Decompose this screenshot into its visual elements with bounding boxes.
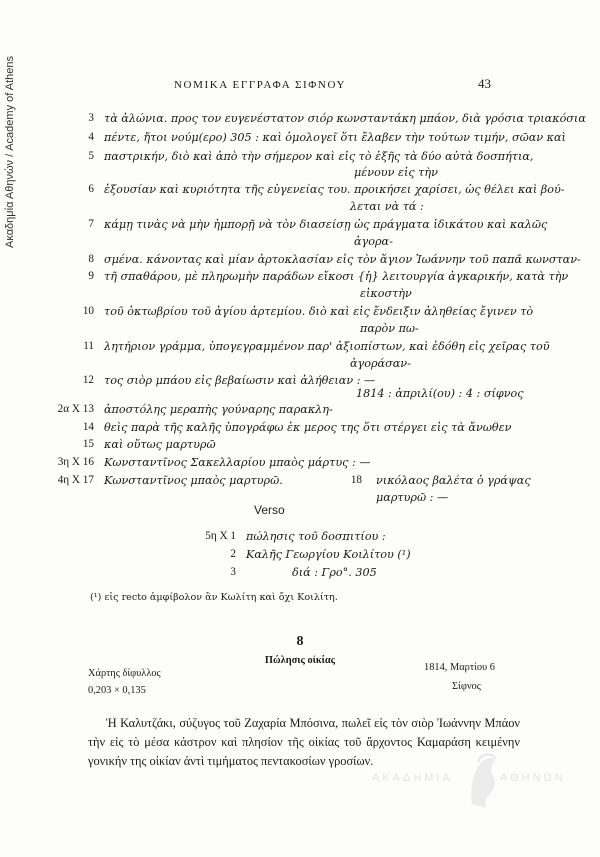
text-line: πώλησις τοῦ δοσπιτίου : [246, 530, 386, 543]
academy-side-stamp: Ακαδημία Αθηνών / Academy of Athens [4, 55, 16, 248]
date-place-line: 1814 : ἀπριλί(ου) : 4 : σίφνος [356, 387, 524, 400]
text-line-continuation: μένουν εἰς τὴν [354, 166, 438, 179]
text-line-continuation: ἀγορα- [354, 235, 393, 248]
text-line: πέντε, ἤτοι νούμ(ερο) 305 : καὶ ὁμολογεῖ ὅτι ἔλαβεν τὴν τούτων τιμήν, σῶαν καὶ [104, 131, 566, 144]
running-header [0, 76, 600, 93]
verso-heading: Verso [254, 503, 285, 517]
document-place: Σίφνος [452, 681, 481, 692]
footnote-text: ἀμφίβολον ἂν Κωλίτη καὶ ὄχι Κοιλίτη. [149, 592, 338, 603]
document-material: Χάρτης δίφυλλος [88, 668, 161, 679]
text-line-continuation: εἰκοστὴν [360, 287, 412, 300]
line-number: 4η X 17 [57, 474, 94, 486]
footnote-text: recto [121, 592, 147, 603]
document-dimensions: 0,203 × 0,135 [88, 685, 146, 696]
text-line: τῆ σπαθάρου, μὲ πληρωμὴν παράδων εἴκοσι {ἡ} λειτουργία ἀγκαρικήν, κατὰ τὴν [104, 270, 569, 283]
line-number: 2 [230, 548, 236, 560]
line-number: 5η X 1 [205, 530, 236, 542]
text-line: κάμῃ τινὰς νὰ μὴν ἠμπορῇ νὰ τὸν διασείσῃ ὡς πράγματα ἰδικάτου καὶ καλῶς [104, 218, 548, 231]
text-line: τοῦ ὀκτωβρίου τοῦ ἁγίου ἀρτεμίου. διὸ καὶ εἰς ἔνδειξιν ἀληθείας ἔγινεν τὸ [104, 305, 534, 318]
page-number: 43 [478, 76, 491, 91]
watermark-text: ΑΘΗΝΩΝ [500, 772, 566, 784]
text-line: παστρικήν, διὸ καὶ ἀπὸ τὴν σήμερον καὶ εἰς τὸ ἑξῆς τὰ δύο αὐτὰ δοσπήτια, [104, 150, 534, 163]
text-line: ἀποστόλης μεραπὴς γούναρης παρακλη- [104, 403, 333, 416]
footnote-text: εἰς [104, 592, 119, 603]
text-line: νικόλαος βαλέτα ὁ γράψας [376, 474, 531, 487]
footnote [90, 592, 338, 603]
text-line: θεὶς παρὰ τῆς καλῆς ὑπογράφω ἐκ μερος της ὅτι στέργει εἰς τὰ ἄνωθεν [104, 421, 512, 434]
running-title: ΝΟΜΙΚΑ ΕΓΓΡΑΦΑ ΣΙΦΝΟΥ [174, 79, 347, 91]
line-number: 5 [88, 150, 94, 162]
line-number: 3 [88, 112, 94, 124]
line-number: 3η X 16 [57, 456, 94, 468]
line-number: 8 [88, 253, 94, 265]
text-line: διά : Γρο°. 305 [292, 566, 377, 579]
text-line: τὰ ἁλώνια. προς τον ευγενέστατον σιόρ κωνσταντάκη μπάον, διὰ γρόσια τριακόσια [104, 112, 586, 125]
text-line: Κωνσταντῖνος μπαὸς μαρτυρῶ. [104, 474, 283, 487]
text-line: καὶ οὕτως μαρτυρῶ [104, 438, 216, 451]
document-title: Πώλησις οἰκίας [264, 655, 336, 666]
text-line-continuation: παρὸν πω- [360, 322, 419, 335]
text-line-continuation: λεται νὰ τά : [350, 200, 424, 213]
line-number: 7 [88, 218, 94, 230]
line-number: 15 [82, 438, 94, 450]
line-number: 2α X 13 [57, 403, 94, 415]
line-number: 12 [82, 374, 94, 386]
line-number: 10 [82, 305, 94, 317]
watermark-text: ΑΚΑΔΗΜΙΑ [372, 772, 453, 784]
line-number: 6 [88, 183, 94, 195]
text-line: Κωνσταντῖνος Σακελλαρίου μπαὸς μάρτυς : — [104, 456, 371, 469]
athena-head-icon [466, 752, 500, 810]
line-number: 9 [88, 270, 94, 282]
line-number: 3 [230, 566, 236, 578]
document-date: 1814, Μαρτίου 6 [424, 662, 495, 673]
text-line-continuation: ἀγοράσαν- [350, 357, 411, 370]
academy-watermark [372, 752, 592, 812]
line-number: 11 [83, 340, 94, 352]
line-number: 18 [350, 474, 362, 486]
line-number: 14 [82, 421, 94, 433]
text-line: Καλῆς Γεωργίου Κοιλίτου (¹) [246, 548, 411, 561]
text-line: λητήριον γράμμα, ὑπογεγραμμένον παρ' ἀξιοπίστων, καὶ ἐδόθη εἰς χεῖρας τοῦ [104, 340, 550, 353]
text-line: τος σιὸρ μπάου εἰς βεβαίωσιν καὶ ἀλήθειαν : — [104, 374, 376, 387]
text-line: ἐξουσίαν καὶ κυριότητα τῆς εὐγενείας του. προικήσει χαρίσει, ὡς θέλει καὶ βού- [104, 183, 565, 196]
line-number: 4 [88, 131, 94, 143]
text-line: σμένα. κάνοντας καὶ μίαν ἀρτοκλασίαν εἰς τὸν ἅγιον Ἰωάννην τοῦ παπᾶ κωνσταν- [104, 253, 581, 266]
footnote-mark: (¹) [90, 592, 102, 603]
document-summary: Ἡ Καλυτζάκι, σύζυγος τοῦ Ζαχαρία Μπόσινα, πωλεῖ εἰς τὸν σιὸρ Ἰωάννην Μπάον τὴν εἰς τὸ μέσα κάστρον καὶ πλησίον τῆς οἰκίας τοῦ ἄρχοντος Καμαράση κειμένην γονικήν της οἰκίαν ἀντὶ τιμήματος πεντακοσίων γροσίων. [88, 716, 520, 768]
text-line-continuation: μαρτυρῶ : — [376, 491, 449, 504]
document-number: 8 [296, 634, 304, 649]
